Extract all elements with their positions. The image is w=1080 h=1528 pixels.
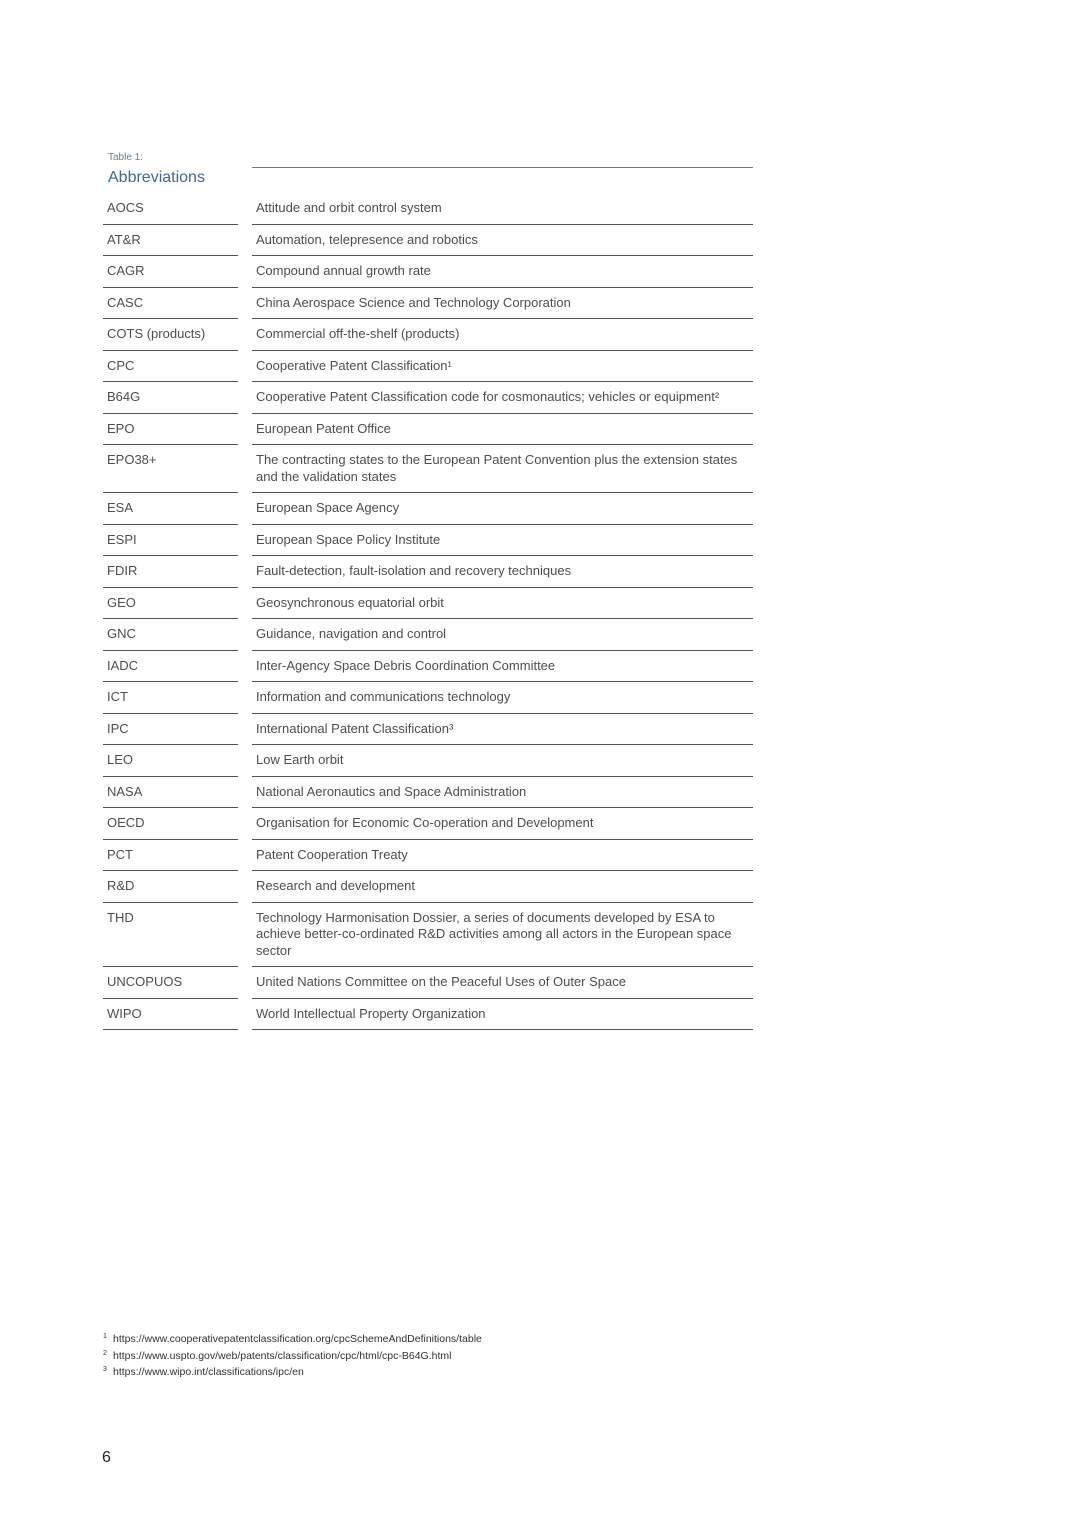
footnote <box>103 1364 803 1381</box>
description-cell: The contracting states to the European Patent Convention plus the extension states and the validation states <box>252 445 753 493</box>
abbreviation-cell: THD <box>103 903 238 968</box>
description-cell: European Space Policy Institute <box>252 525 753 557</box>
abbreviation-cell: IPC <box>103 714 238 746</box>
description-cell: Inter-Agency Space Debris Coordination Committee <box>252 651 753 683</box>
abbreviation-cell: NASA <box>103 777 238 809</box>
footnote-number: 1 <box>103 1333 107 1340</box>
footnote <box>103 1331 803 1348</box>
abbreviation-cell: LEO <box>103 745 238 777</box>
abbreviation-cell: GEO <box>103 588 238 620</box>
description-cell: Research and development <box>252 871 753 903</box>
description-cell: China Aerospace Science and Technology Corporation <box>252 288 753 320</box>
description-cell: International Patent Classification³ <box>252 714 753 746</box>
table-row <box>103 414 753 446</box>
description-cell: Cooperative Patent Classification code for cosmonautics; vehicles or equipment² <box>252 382 753 414</box>
description-cell: Compound annual growth rate <box>252 256 753 288</box>
abbreviation-cell: CPC <box>103 351 238 383</box>
footnote-number: 2 <box>103 1349 107 1357</box>
table-row <box>103 445 753 493</box>
table-row <box>103 288 753 320</box>
table-row <box>103 525 753 557</box>
abbreviation-cell: EPO38+ <box>103 445 238 493</box>
abbreviation-cell: WIPO <box>103 999 238 1031</box>
abbreviation-cell: EPO <box>103 414 238 446</box>
footnote <box>103 1348 803 1365</box>
description-cell: Low Earth orbit <box>252 745 753 777</box>
abbreviation-cell: COTS (products) <box>103 319 238 351</box>
description-cell: Technology Harmonisation Dossier, a series of documents developed by ESA to achieve better-co-ordinated R&D activities among all actors in the European space sector <box>252 903 753 968</box>
description-cell: Patent Cooperation Treaty <box>252 840 753 872</box>
abbreviation-cell: ESA <box>103 493 238 525</box>
table-row <box>103 999 753 1031</box>
table-row <box>103 840 753 872</box>
table-title: Abbreviations <box>108 169 205 186</box>
abbreviation-cell: CASC <box>103 288 238 320</box>
footnotes <box>103 1331 803 1381</box>
description-cell: Geosynchronous equatorial orbit <box>252 588 753 620</box>
abbreviation-cell: AOCS <box>103 193 238 225</box>
table-row <box>103 745 753 777</box>
description-cell: Commercial off-the-shelf (products) <box>252 319 753 351</box>
description-cell: Fault-detection, fault-isolation and recovery techniques <box>252 556 753 588</box>
table-row <box>103 808 753 840</box>
description-cell: Information and communications technology <box>252 682 753 714</box>
table-row <box>103 351 753 383</box>
table-row <box>103 871 753 903</box>
page-number: 6 <box>102 1449 111 1466</box>
footnote-link[interactable]: https://www.wipo.int/classifications/ipc/en <box>113 1366 304 1378</box>
title-rule <box>252 167 753 168</box>
table-row <box>103 382 753 414</box>
abbreviation-cell: PCT <box>103 840 238 872</box>
description-cell: National Aeronautics and Space Administration <box>252 777 753 809</box>
description-cell: Guidance, navigation and control <box>252 619 753 651</box>
table-row <box>103 193 753 225</box>
abbreviation-cell: GNC <box>103 619 238 651</box>
description-cell: Automation, telepresence and robotics <box>252 225 753 257</box>
abbreviation-cell: R&D <box>103 871 238 903</box>
table-row <box>103 493 753 525</box>
table-row <box>103 777 753 809</box>
table-row <box>103 319 753 351</box>
table-row <box>103 714 753 746</box>
footnote-number: 3 <box>103 1366 107 1373</box>
footnote-link[interactable]: https://www.uspto.gov/web/patents/classification/cpc/html/cpc-B64G.html <box>113 1349 452 1362</box>
table-row <box>103 225 753 257</box>
abbreviation-cell: ICT <box>103 682 238 714</box>
description-cell: United Nations Committee on the Peaceful Uses of Outer Space <box>252 967 753 999</box>
table-row <box>103 256 753 288</box>
description-cell: Attitude and orbit control system <box>252 193 753 225</box>
abbreviation-cell: AT&R <box>103 225 238 257</box>
abbreviation-cell: CAGR <box>103 256 238 288</box>
table-row <box>103 651 753 683</box>
abbreviation-cell: UNCOPUOS <box>103 967 238 999</box>
description-cell: Cooperative Patent Classification¹ <box>252 351 753 383</box>
abbreviation-cell: OECD <box>103 808 238 840</box>
table-row <box>103 682 753 714</box>
description-cell: World Intellectual Property Organization <box>252 999 753 1031</box>
abbreviation-cell: FDIR <box>103 556 238 588</box>
table-caption: Table 1: <box>108 152 144 163</box>
table-row <box>103 903 753 968</box>
abbreviations-table <box>103 150 753 1030</box>
abbreviation-cell: B64G <box>103 382 238 414</box>
table-row <box>103 967 753 999</box>
description-cell: European Space Agency <box>252 493 753 525</box>
table-body <box>103 193 753 1030</box>
description-cell: Organisation for Economic Co-operation and Development <box>252 808 753 840</box>
description-cell: European Patent Office <box>252 414 753 446</box>
table-row <box>103 619 753 651</box>
footnote-link[interactable]: https://www.cooperativepatentclassification.org/cpcSchemeAndDefinitions/table <box>113 1333 482 1345</box>
table-row <box>103 588 753 620</box>
table-row <box>103 556 753 588</box>
abbreviation-cell: IADC <box>103 651 238 683</box>
abbreviation-cell: ESPI <box>103 525 238 557</box>
